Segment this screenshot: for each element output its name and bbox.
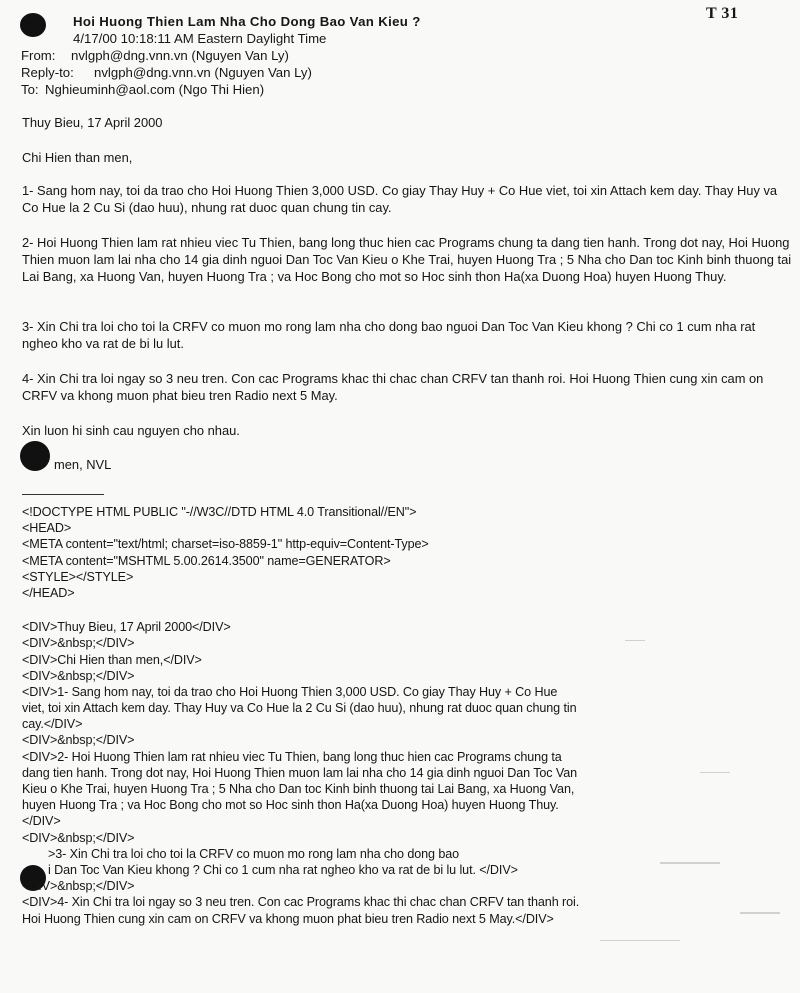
dateline: Thuy Bieu, 17 April 2000 xyxy=(22,115,163,130)
src-div-paragraph-4: <DIV>4- Xin Chi tra loi ngay so 3 neu tren. Con cac Programs khac thi chac chan CRFV tan thanh roi. Hoi Huong Thien cung xin cam on CRFV va khong muon phat bieu tren Radio next 5 May.</DIV> xyxy=(22,895,580,926)
paragraph-4: 4- Xin Chi tra loi ngay so 3 neu tren. Con cac Programs khac thi chac chan CRFV tan thanh roi. Hoi Huong Thien cung xin cam on CRFV va khong muon phat bieu tren Radio next 5 May. xyxy=(22,371,764,404)
reply-to-label: Reply-to: xyxy=(21,65,74,80)
src-gap xyxy=(22,601,582,619)
greeting: Chi Hien than men, xyxy=(22,150,133,165)
src-div-dateline: <DIV>Thuy Bieu, 17 April 2000</DIV> xyxy=(22,620,231,635)
reply-to-value: nvlgph@dng.vnn.vn (Nguyen Van Ly) xyxy=(94,65,312,80)
from-label: From: xyxy=(21,48,56,63)
src-div-nbsp: <DIV>&nbsp;</DIV> xyxy=(22,733,135,748)
src-div-nbsp: <DIV>&nbsp;</DIV> xyxy=(22,830,135,845)
email-subject: Hoi Huong Thien Lam Nha Cho Dong Bao Van Kieu ? xyxy=(73,14,421,29)
scan-noise xyxy=(625,640,645,641)
paragraph-2: 2- Hoi Huong Thien lam rat nhieu viec Tu Thien, bang long thuc hien cac Programs chung ta dang tien hanh. Trong dot nay, Hoi Huong Thien muon lam lai nha cho 14 gia dinh nguoi Dan Toc Van Kieu o Khe Trai, huyen Huong Tra ; 5 Nha cho Dan toc Kinh binh thuong tai Lai Bang, xa Huong Van, huyen Huong Tra ; va Hoc Bong cho mot so Hoc sinh thon Ha(xa Duong Hoa) huyen Huong Thuy. xyxy=(22,235,792,285)
divider xyxy=(22,494,104,495)
src-head-close: </HEAD> xyxy=(22,585,75,600)
src-doctype: <!DOCTYPE HTML PUBLIC "-//W3C//DTD HTML 4.0 Transitional//EN"> xyxy=(22,505,417,519)
src-div-paragraph-3: >3- Xin Chi tra loi cho toi la CRFV co muon mo rong lam nha cho dong bao xyxy=(48,846,460,861)
src-style: <STYLE></STYLE> xyxy=(22,569,134,584)
paragraph-3: 3- Xin Chi tra loi cho toi la CRFV co muon mo rong lam nha cho dong bao nguoi Dan Toc Van Kieu khong ? Chi co 1 cum nha rat ngheo kho va rat de bi lu lut. xyxy=(22,319,756,352)
paragraph-1: 1- Sang hom nay, toi da trao cho Hoi Huong Thien 3,000 USD. Co giay Thay Huy + Co Hue viet, toi xin Attach kem day. Thay Huy va Co Hue la 2 Cu Si (dao huu), nhung rat duoc quan chung tin cay. xyxy=(22,183,778,216)
scan-noise xyxy=(740,912,780,914)
src-div-nbsp: <DIV>&nbsp;</DIV> xyxy=(22,636,135,651)
scan-noise xyxy=(660,862,720,864)
email-body xyxy=(22,0,792,480)
closing: Xin luon hi sinh cau nguyen cho nhau. xyxy=(22,423,240,438)
to-value: Nghieuminh@aol.com (Ngo Thi Hien) xyxy=(45,82,265,97)
email-sent-time: 4/17/00 10:18:11 AM Eastern Daylight Time xyxy=(73,31,327,46)
from-value: nvlgph@dng.vnn.vn (Nguyen Van Ly) xyxy=(71,48,289,63)
src-div-nbsp: <DIV>&nbsp;</DIV> xyxy=(22,879,135,894)
scan-noise xyxy=(700,772,730,773)
src-div-paragraph-2: <DIV>2- Hoi Huong Thien lam rat nhieu viec Tu Thien, bang long thuc hien cac Programs chung ta dang tien hanh. Trong dot nay, Hoi Huong Thien muon lam lai nha cho 14 gia dinh nguoi Dan Toc Van Kieu o Khe Trai, huyen Huong Tra ; 5 Nha cho Dan toc Kinh binh thuong tai Lai Bang, xa Huong Van, huyen Huong Tra ; va Hoc Bong cho mot so Hoc sinh thon Ha(xa Duong Hoa) huyen Huong Thuy.</DIV> xyxy=(22,749,578,829)
scan-noise xyxy=(600,940,680,941)
signature: men, NVL xyxy=(54,457,112,472)
html-source xyxy=(22,504,582,927)
src-div-nbsp: <DIV>&nbsp;</DIV> xyxy=(22,668,135,683)
to-label: To: xyxy=(21,82,39,97)
page-label: T 31 xyxy=(706,5,739,22)
src-meta-generator: <META content="MSHTML 5.00.2614.3500" name=GENERATOR> xyxy=(22,553,391,568)
src-meta-content-type: <META content="text/html; charset=iso-8859-1" http-equiv=Content-Type> xyxy=(22,537,429,552)
src-div-paragraph-3-cont: i Dan Toc Van Kieu khong ? Chi co 1 cum nha rat ngheo kho va rat de bi lu lut. </DIV> xyxy=(48,863,518,878)
src-div-paragraph-1: <DIV>1- Sang hom nay, toi da trao cho Hoi Huong Thien 3,000 USD. Co giay Thay Huy + Co Hue viet, toi xin Attach kem day. Thay Huy va Co Hue la 2 Cu Si (dao huu), nhung rat duoc quan chung tin cay.</DIV> xyxy=(22,684,577,732)
src-head-open: <HEAD> xyxy=(22,521,72,536)
src-div-greeting: <DIV>Chi Hien than men,</DIV> xyxy=(22,652,202,667)
